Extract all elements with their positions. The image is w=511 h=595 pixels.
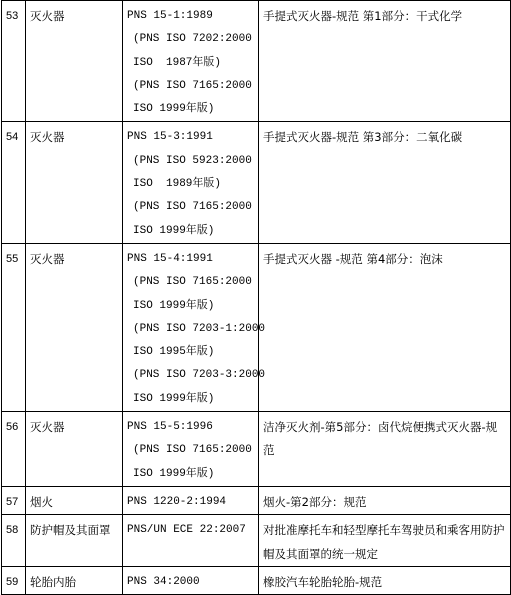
row-number: 54 [2,122,26,243]
standard-code: ISO 1989年版) [133,178,222,191]
standard-codes-cell [123,566,259,594]
standard-code: (PNS ISO 7203-1:2000 [133,322,266,335]
standard-code: ISO 1999年版) [133,224,215,237]
row-number: 55 [2,243,26,411]
standard-codes-cell [123,243,266,411]
standard-title-cell: 橡胶汽车轮胎轮胎-规范 [259,566,511,594]
standard-codes-cell [123,1,259,122]
standard-title-cell: 手提式灭火器-规范 第3部分：二氧化碳 [259,122,511,243]
product-cell: 灭火器 [26,412,123,487]
standard-code: PNS 15-1:1989 [127,10,213,22]
standard-code: (PNS ISO 7165:2000 [133,201,252,214]
standard-title-cell: 洁净灭火剂-第5部分：卤代烷便携式灭火器-规范 [259,412,511,487]
standard-code: PNS 1220-2:1994 [127,495,227,508]
standard-code: PNS/UN ECE 22:2007 [127,524,246,537]
table-row [2,243,511,411]
product-cell: 烟火 [26,486,123,514]
standard-code: ISO 1999年版) [133,392,215,405]
table-row [2,515,511,567]
row-number: 53 [2,1,26,122]
table-row [2,412,511,487]
standard-title-cell: 手提式灭火器-规范 第1部分：干式化学 [259,1,511,122]
standard-code: (PNS ISO 7202:2000 [133,33,252,46]
table-row [2,486,511,514]
standard-code: PNS 15-3:1991 [127,131,213,144]
standard-code: ISO 1987年版) [133,56,222,69]
standard-code: PNS 34:2000 [127,575,200,588]
standard-title-cell: 手提式灭火器 -规范 第4部分：泡沫 [259,243,511,411]
row-number: 56 [2,412,26,487]
table-row [2,122,511,243]
standard-code: (PNS ISO 7165:2000 [133,79,252,92]
standard-title-cell: 烟火-第2部分：规范 [259,486,511,514]
product-cell: 防护帽及其面罩 [26,515,123,567]
product-cell: 灭火器 [26,122,123,243]
standard-code: ISO 1999年版) [133,103,215,116]
product-cell: 轮胎内胎 [26,566,123,594]
standards-table [1,0,511,595]
standard-codes-cell [123,412,259,487]
standard-codes-cell [123,515,259,567]
standard-code: ISO 1999年版) [133,467,215,480]
product-cell: 灭火器 [26,243,123,411]
standard-codes-cell [123,486,259,514]
standard-code: (PNS ISO 7203-3:2000 [133,369,266,382]
standards-table-body [2,1,511,595]
standard-code: (PNS ISO 7165:2000 [133,276,252,289]
product-cell: 灭火器 [26,1,123,122]
row-number: 59 [2,566,26,594]
row-number: 58 [2,515,26,567]
standard-code: PNS 15-5:1996 [127,421,213,434]
table-row [2,1,511,122]
standard-code: (PNS ISO 5923:2000 [133,154,252,167]
standard-codes-cell [123,122,259,243]
table-row [2,566,511,594]
standard-code: (PNS ISO 7165:2000 [133,444,252,457]
row-number: 57 [2,486,26,514]
standard-code: PNS 15-4:1991 [127,252,213,265]
standard-code: ISO 1999年版) [133,299,215,312]
standard-title-cell: 对批准摩托车和轻型摩托车驾驶员和乘客用防护帽及其面罩的统一规定 [259,515,511,567]
standard-code: ISO 1995年版) [133,346,215,359]
